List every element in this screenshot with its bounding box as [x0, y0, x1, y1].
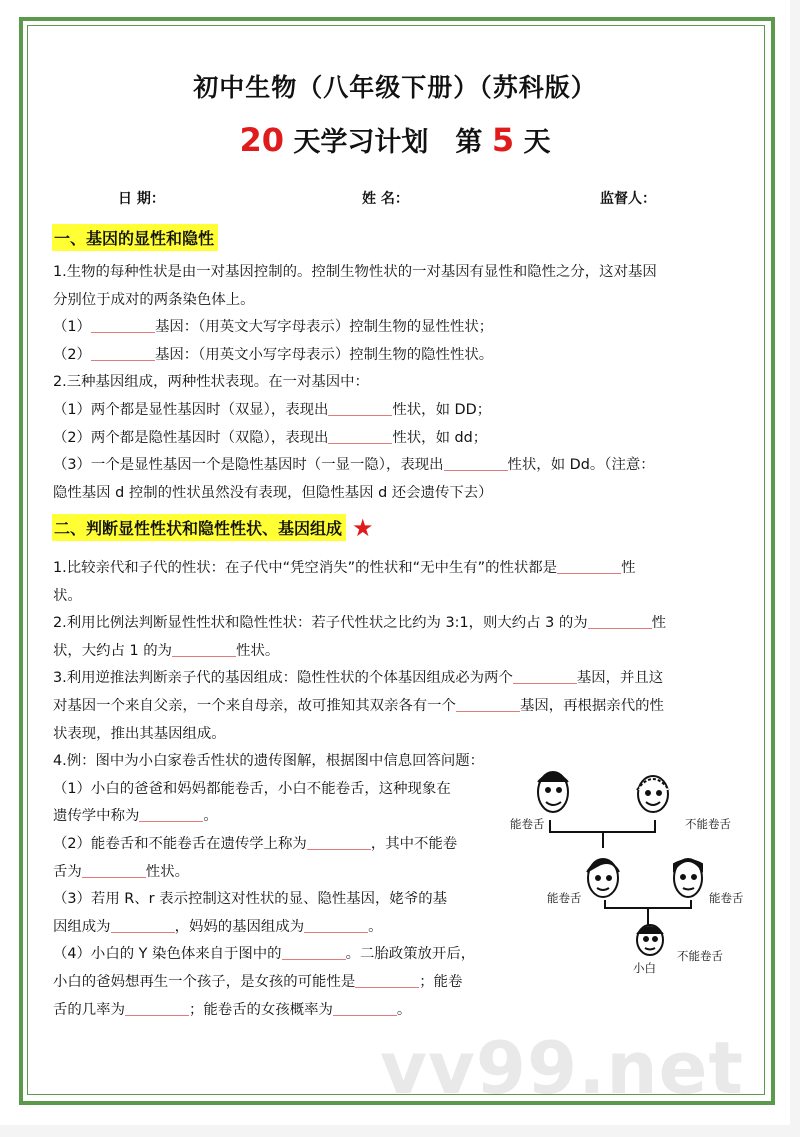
supervisor-label: 监督人： [600, 191, 656, 207]
answer-blank[interactable] [513, 667, 577, 684]
text-segment: 舌的几率为 [53, 1001, 125, 1018]
answer-blank[interactable] [91, 344, 155, 361]
text-line [53, 555, 753, 583]
text-segment: ，其中不能卷 [370, 835, 458, 852]
text-segment: （2）能卷舌和不能卷舌在遗传学上称为 [53, 835, 307, 852]
xiaobai-face-icon [637, 925, 663, 955]
text-segment: 状表现，推出其基因组成。 [53, 725, 226, 742]
text-line [53, 342, 753, 370]
text-segment: 1.生物的每种性状是由一对基因控制的。控制生物性状的一对基因有显性和隐性之分，这对基因 [53, 264, 657, 280]
text-segment: 基因，并且这 [576, 670, 664, 687]
grandmother-face-icon [637, 776, 669, 812]
text-segment: 。 [396, 1001, 412, 1018]
text-segment: ，妈妈的基因组成为 [174, 918, 305, 935]
answer-blank[interactable] [328, 427, 392, 444]
inheritance-diagram [505, 760, 765, 980]
text-segment: 。 [203, 808, 218, 825]
section-heading-2: 二、判断显性性状和隐性性状、基因组成 [52, 514, 346, 541]
text-line [53, 425, 753, 453]
answer-blank[interactable] [557, 557, 621, 574]
text-segment: 1.比较亲代和子代的性状：在子代中“凭空消失”的性状和“无中生有”的性状都是 [53, 560, 558, 576]
answer-blank[interactable] [82, 861, 146, 878]
text-line [53, 259, 753, 287]
section-heading-row-1 [52, 224, 218, 251]
answer-blank[interactable] [456, 695, 520, 712]
text-segment: 性状。 [145, 863, 189, 880]
section-1-body [53, 259, 753, 507]
text-segment: ；能卷舌的女孩概率为 [188, 1001, 333, 1018]
text-segment: 基因：（用英文大写字母表示）控制生物的显性性状； [154, 319, 494, 336]
text-line [53, 452, 753, 480]
text-segment: 。 [368, 918, 383, 935]
text-segment: 小白的爸妈想再生一个孩子，是女孩的可能性是 [53, 973, 356, 990]
text-line [53, 369, 753, 397]
text-segment: 舌为 [53, 863, 82, 880]
text-segment: （1）两个都是显性基因时（双显），表现出 [53, 401, 329, 418]
text-segment: （3）一个是显性基因一个是隐性基因时（一显一隐），表现出 [53, 457, 444, 474]
text-segment: 2.利用比例法判断显性性状和隐性性状：若子代性状之比约为 3:1，则大约占 3 的为 [53, 615, 588, 632]
text-segment: 性状，如 DD； [392, 401, 492, 418]
text-segment: 2.三种基因组成，两种性状表现。在一对基因中： [53, 374, 369, 391]
text-segment: 因组成为 [53, 918, 111, 935]
text-line [53, 721, 753, 749]
text-segment: 对基因一个来自父亲，一个来自母亲，故可推知其双亲各有一个 [53, 697, 456, 714]
text-segment: 性 [651, 615, 667, 632]
text-segment: 性状，如 dd； [392, 429, 488, 446]
answer-blank[interactable] [444, 454, 508, 471]
answer-blank[interactable] [588, 612, 652, 629]
answer-blank[interactable] [139, 805, 203, 822]
text-segment: 分别位于成对的两条染色体上。 [53, 291, 255, 308]
answer-blank[interactable] [328, 399, 392, 416]
answer-blank[interactable] [172, 640, 236, 657]
text-line [53, 610, 753, 638]
answer-blank[interactable] [111, 916, 175, 933]
text-line [53, 693, 753, 721]
child-label: 不能卷舌 [677, 949, 723, 963]
text-segment: （1） [53, 319, 91, 336]
text-line [53, 480, 753, 508]
section-heading-row-2 [52, 514, 374, 541]
text-line [53, 314, 753, 342]
text-segment: 。二胎政策放开后， [345, 946, 476, 963]
watermark: vv99.net [380, 1026, 744, 1110]
mother-face-icon [587, 859, 619, 897]
subtitle-suffix: 天 [514, 127, 551, 158]
text-line [53, 665, 753, 693]
text-segment: 性状。 [236, 642, 280, 659]
answer-blank[interactable] [91, 316, 155, 333]
page-title: 初中生物（八年级下册）（苏科版） [193, 73, 597, 102]
date-label: 日 期： [118, 191, 165, 207]
star-icon: ★ [352, 513, 374, 542]
text-segment: （2）两个都是隐性基因时（双隐），表现出 [53, 429, 329, 446]
text-segment: （2） [53, 346, 91, 363]
text-segment: 状。 [53, 587, 82, 604]
text-segment: 状，大约占 1 的为 [53, 642, 173, 659]
name-label: 姓 名： [362, 191, 409, 207]
answer-blank[interactable] [304, 916, 368, 933]
text-segment: （4）小白的 Y 染色体来自于图中的 [53, 946, 282, 963]
text-line [53, 287, 753, 315]
section-heading-1: 一、基因的显性和隐性 [52, 224, 218, 251]
text-segment: 遗传学中称为 [53, 808, 140, 825]
grandfather-label: 能卷舌 [510, 817, 545, 831]
text-segment: 4.例：图中为小白家卷舌性状的遗传图解，根据图中信息回答问题： [53, 753, 485, 770]
text-segment: 性状，如 Dd。（注意： [507, 457, 655, 474]
text-line [53, 638, 753, 666]
answer-blank[interactable] [125, 999, 189, 1016]
text-segment: 隐性基因 d 控制的性状虽然没有表现，但隐性基因 d 还会遗传下去） [53, 484, 493, 501]
days-count: 20 [239, 121, 285, 159]
child-name: 小白 [633, 961, 656, 975]
text-segment: ；能卷 [419, 973, 463, 990]
page-subtitle [0, 120, 790, 159]
text-line [53, 583, 753, 611]
pedigree-lines [505, 760, 765, 980]
father-face-icon [674, 859, 702, 897]
text-segment: 基因，再根据亲代的性 [519, 697, 664, 714]
father-label: 能卷舌 [709, 891, 744, 905]
answer-blank[interactable] [333, 999, 397, 1016]
text-line [53, 397, 753, 425]
text-segment: 基因：（用英文小写字母表示）控制生物的隐性性状。 [154, 346, 494, 363]
text-line [53, 997, 753, 1025]
grandfather-face-icon [538, 772, 568, 812]
text-segment: （3）若用 R、r 表示控制这对性状的显、隐性基因，姥爷的基 [53, 891, 447, 908]
answer-blank[interactable] [307, 833, 371, 850]
answer-blank[interactable] [355, 971, 419, 988]
text-segment: （1）小白的爸爸和妈妈都能卷舌，小白不能卷舌，这种现象在 [53, 780, 451, 797]
answer-blank[interactable] [282, 943, 346, 960]
day-number: 5 [491, 121, 515, 159]
text-segment: 性 [621, 560, 636, 576]
text-segment: 3.利用逆推法判断亲子代的基因组成：隐性性状的个体基因组成必为两个 [53, 670, 513, 687]
mother-label: 能卷舌 [547, 891, 582, 905]
subtitle-text: 天学习计划 第 [284, 127, 492, 158]
grandmother-label: 不能卷舌 [685, 817, 731, 831]
